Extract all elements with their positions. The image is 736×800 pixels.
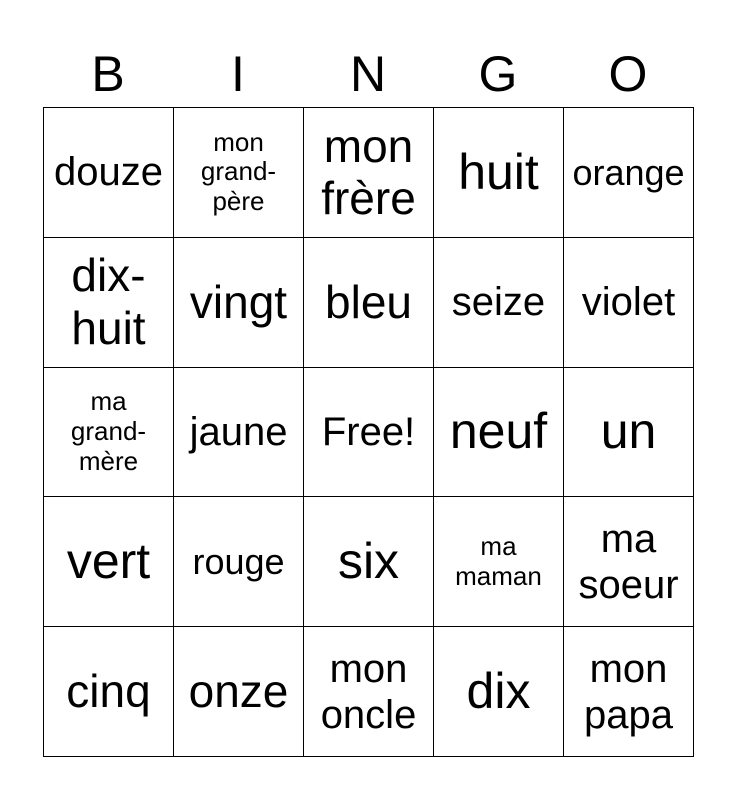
- bingo-cell[interactable]: [174, 627, 304, 757]
- bingo-cell[interactable]: [174, 497, 304, 627]
- bingo-cell[interactable]: [44, 627, 174, 757]
- cell-text: cinq: [66, 665, 151, 718]
- bingo-cell[interactable]: [434, 238, 564, 368]
- bingo-cell[interactable]: [44, 108, 174, 238]
- bingo-cell[interactable]: [304, 108, 434, 238]
- cell-text: ma soeur: [578, 516, 679, 607]
- free-space-cell[interactable]: [304, 368, 434, 498]
- cell-text: vingt: [189, 275, 288, 328]
- cell-text: un: [600, 403, 657, 460]
- cell-text: vert: [66, 533, 151, 590]
- header-letter-b: B: [91, 46, 125, 102]
- cell-text: mon frère: [321, 119, 416, 225]
- cell-text: mon grand- père: [200, 126, 277, 217]
- cell-text: dix: [466, 662, 531, 719]
- header-letter-n: N: [349, 46, 387, 102]
- bingo-cell[interactable]: [564, 627, 694, 757]
- bingo-cell[interactable]: [434, 497, 564, 627]
- bingo-header: [43, 40, 693, 108]
- cell-text: orange: [572, 151, 685, 193]
- header-letter-g: G: [478, 46, 518, 102]
- cell-text: huit: [458, 143, 539, 200]
- header-letter-i: I: [231, 46, 245, 102]
- free-space-text: Free!: [321, 409, 416, 454]
- bingo-cell[interactable]: [434, 108, 564, 238]
- bingo-cell[interactable]: [434, 368, 564, 498]
- bingo-board: [43, 107, 694, 757]
- cell-text: ma maman: [455, 530, 542, 591]
- cell-text: jaune: [189, 409, 288, 454]
- bingo-cell[interactable]: [44, 368, 174, 498]
- cell-text: rouge: [192, 541, 285, 583]
- cell-text: six: [337, 533, 400, 590]
- bingo-cell[interactable]: [304, 238, 434, 368]
- bingo-cell[interactable]: [44, 497, 174, 627]
- bingo-cell[interactable]: [304, 497, 434, 627]
- cell-text: neuf: [449, 403, 548, 460]
- bingo-cell[interactable]: [564, 368, 694, 498]
- bingo-cell[interactable]: [434, 627, 564, 757]
- cell-text: violet: [581, 280, 676, 325]
- bingo-cell[interactable]: [44, 238, 174, 368]
- cell-text: onze: [188, 665, 289, 718]
- bingo-cell[interactable]: [304, 627, 434, 757]
- cell-text: ma grand- mère: [70, 386, 147, 476]
- cell-text: mon papa: [584, 646, 673, 737]
- cell-text: bleu: [325, 275, 412, 328]
- bingo-cell[interactable]: [564, 238, 694, 368]
- bingo-cell[interactable]: [174, 108, 304, 238]
- cell-text: mon oncle: [320, 646, 417, 737]
- cell-text: seize: [451, 280, 546, 325]
- header-letter-o: O: [608, 46, 648, 102]
- bingo-cell[interactable]: [174, 368, 304, 498]
- cell-text: dix- huit: [71, 249, 146, 355]
- bingo-cell[interactable]: [564, 497, 694, 627]
- bingo-cell[interactable]: [564, 108, 694, 238]
- cell-text: douze: [54, 150, 163, 195]
- bingo-cell[interactable]: [174, 238, 304, 368]
